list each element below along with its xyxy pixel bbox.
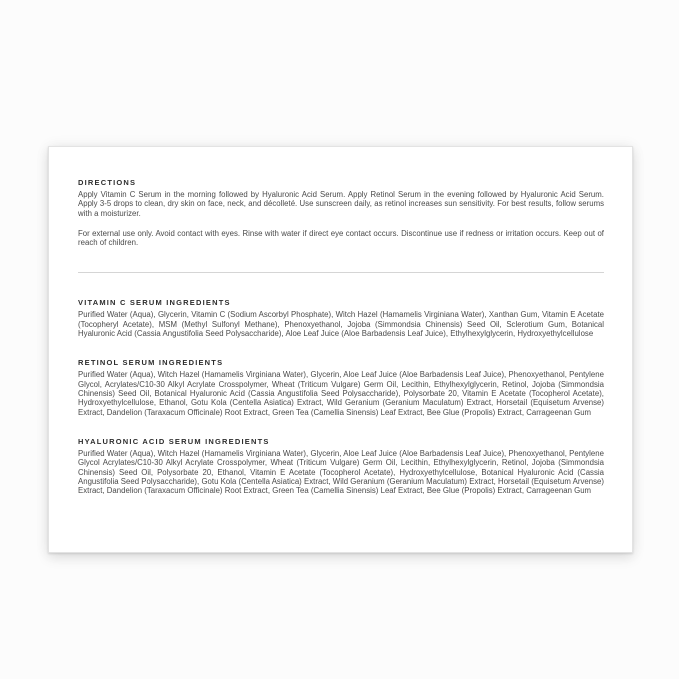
- retinol-ingredients-section: [78, 358, 604, 417]
- directions-heading: DIRECTIONS: [78, 178, 137, 187]
- section-divider: [78, 272, 604, 273]
- vitamin-c-ingredients-section: [78, 298, 604, 338]
- vitamin-c-ingredients-list: Purified Water (Aqua), Glycerin, Vitamin C (Sodium Ascorbyl Phosphate), Witch Hazel (Hamamelis Virginiana Water), Xanthan Gum, Vitamin E Acetate (Tocopheryl Acetate), MSM (Methyl Sulfonyl Methane), Phenoxyethanol, Jojoba (Simmondsia Chinensis) Seed Oil, Sclerotium Gum, Botanical Hyaluronic Acid (Cassia Angustifolia Seed Polysaccharide), Aloe Leaf Juice (Aloe Barbadensis Leaf Juice), Ethylhexylglycerin, Hydroxyethylcellulose: [78, 310, 604, 338]
- hyaluronic-acid-ingredients-list: Purified Water (Aqua), Witch Hazel (Hamamelis Virginiana Water), Glycerin, Aloe Leaf Juice (Aloe Barbadensis Leaf Juice), Phenoxyethanol, Pentylene Glycol Acrylates/C10-30 Alkyl Acrylate Crosspolymer, Wheat (Triticum Vulgare) Germ Oil, Lecithin, Ethylhexylglycerin, Retinol, Jojoba (Simmondsia Chinensis) Seed Oil, Polysorbate 20, Ethanol, Vitamin E Acetate (Tocopherol Acetate), Hydroxyethylcellulose, Botanical Hyaluronic Acid (Cassia Angustifolia Seed Polysaccharide), Gotu Kola (Centella Asiatica) Extract, Wild Geranium (Geranium Maculatum) Extract, Horsetail (Equisetum Arvense) Extract, Dandelion (Taraxacum Officinale) Root Extract, Green Tea (Camellia Sinensis) Leaf Extract, Bee Glue (Propolis) Extract, Carrageenan Gum: [78, 448, 604, 496]
- directions-usage-paragraph: Apply Vitamin C Serum in the morning followed by Hyaluronic Acid Serum. Apply Retinol Serum in the evening followed by Hyaluronic Acid Serum. Apply 3-5 drops to clean, dry skin on face, neck, and décolleté. Use sunscreen daily, as retinol increases sun sensitivity. For best results, follow serums with a moisturizer.: [78, 190, 604, 218]
- vitamin-c-ingredients-heading: VITAMIN C SERUM INGREDIENTS: [78, 298, 231, 308]
- retinol-ingredients-heading: RETINOL SERUM INGREDIENTS: [78, 358, 224, 368]
- directions-warning-paragraph: For external use only. Avoid contact with eyes. Rinse with water if direct eye contact occurs. Discontinue use if redness or irritation occurs. Keep out of reach of children.: [78, 228, 604, 247]
- hyaluronic-acid-ingredients-section: [78, 437, 604, 496]
- directions-section: [78, 178, 604, 247]
- ingredients-label-card: [48, 146, 633, 553]
- hyaluronic-acid-ingredients-heading: HYALURONIC ACID SERUM INGREDIENTS: [78, 436, 270, 446]
- retinol-ingredients-list: Purified Water (Aqua), Witch Hazel (Hamamelis Virginiana Water), Glycerin, Aloe Leaf Juice (Aloe Barbadensis Leaf Juice), Phenoxyethanol, Pentylene Glycol, Acrylates/C10-30 Alkyl Acrylate Crosspolymer, Wheat (Triticum Vulgare) Germ Oil, Lecithin, Ethylhexylglycerin, Retinol, Jojoba (Simmondsia Chinensis) Seed Oil, Botanical Hyaluronic Acid (Cassia Angustifolia Seed Polysaccharide), Polysorbate 20, Vitamin E Acetate (Tocopherol Acetate), Hydroxyethylcellulose, Ethanol, Gotu Kola (Centella Asiatica) Extract, Wild Geranium (Geranium Maculatum) Extract, Horsetail (Equisetum Arvense) Extract, Dandelion (Taraxacum Officinale) Root Extract, Green Tea (Camellia Sinensis) Leaf Extract, Bee Glue (Propolis) Extract, Carrageenan Gum: [78, 370, 604, 417]
